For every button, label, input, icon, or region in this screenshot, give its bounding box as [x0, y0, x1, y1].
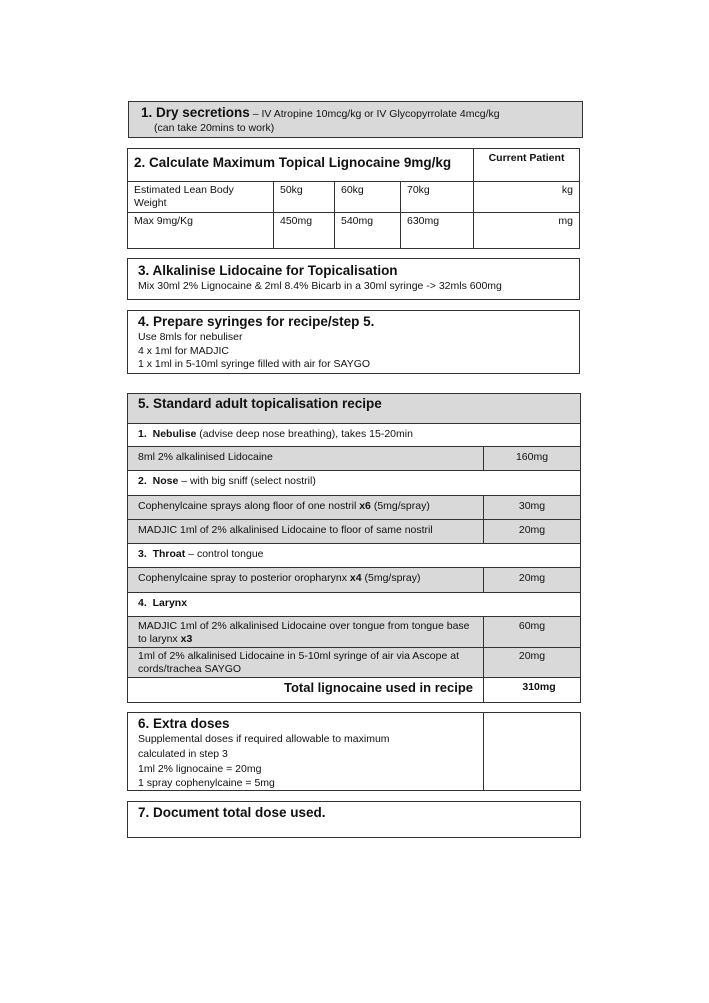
- step1-box: [128, 101, 583, 138]
- row-label: Max 9mg/Kg: [128, 213, 274, 249]
- step1-text: – IV Atropine 10mcg/kg or IV Glycopyrrolate 4mcg/kg: [249, 108, 500, 120]
- step3-title: 3. Alkalinise Lidocaine for Topicalisation: [138, 263, 398, 278]
- step4-box: [127, 310, 580, 374]
- table-row: [128, 496, 581, 520]
- recipe-item: MADJIC 1ml of 2% alkalinised Lidocaine over tongue from tongue base to larynx x3: [128, 617, 484, 648]
- table-row: [128, 520, 581, 544]
- weight-60: 60kg: [335, 182, 401, 213]
- step3-text: Mix 30ml 2% Lignocaine & 2ml 8.4% Bicarb in a 30ml syringe -> 32mls 600mg: [138, 280, 502, 292]
- step6-title: 6. Extra doses: [138, 716, 230, 731]
- step6-table: [127, 712, 581, 791]
- extra-doses-entry-field[interactable]: [484, 713, 581, 791]
- table-row: [128, 648, 581, 678]
- total-dose-entry-field[interactable]: [138, 821, 580, 835]
- total-value: 310mg: [484, 678, 581, 703]
- recipe-item: Cophenylcaine sprays along floor of one nostril x6 (5mg/spray): [128, 496, 484, 520]
- table-row: [128, 568, 581, 593]
- total-label: Total lignocaine used in recipe: [128, 678, 484, 703]
- table-row: [128, 213, 580, 249]
- subsection-nose: 2. Nose – with big sniff (select nostril): [128, 471, 581, 496]
- step6-line: 1 spray cophenylcaine = 5mg: [138, 777, 275, 789]
- step3-box: [127, 258, 580, 300]
- table-row: [128, 447, 581, 471]
- recipe-item: MADJIC 1ml of 2% alkalinised Lidocaine to floor of same nostril: [128, 520, 484, 544]
- current-patient-weight-field[interactable]: kg: [474, 182, 580, 213]
- step4-line: Use 8mls for nebuliser: [138, 331, 243, 343]
- recipe-item: Cophenylcaine spray to posterior oropharynx x4 (5mg/spray): [128, 568, 484, 593]
- current-patient-max-field[interactable]: mg: [474, 213, 580, 249]
- subsection-throat: 3. Throat – control tongue: [128, 544, 581, 568]
- step2-title: 2. Calculate Maximum Topical Lignocaine 9mg/kg: [134, 154, 452, 170]
- weight-50: 50kg: [274, 182, 335, 213]
- recipe-dose: 30mg: [484, 496, 581, 520]
- recipe-dose: 20mg: [484, 520, 581, 544]
- step4-line: 4 x 1ml for MADJIC: [138, 345, 230, 357]
- max-450: 450mg: [274, 213, 335, 249]
- recipe-dose: 60mg: [484, 617, 581, 648]
- table-row: [128, 182, 580, 213]
- recipe-item: 8ml 2% alkalinised Lidocaine: [128, 447, 484, 471]
- recipe-dose: 20mg: [484, 568, 581, 593]
- current-patient-header: Current Patient: [474, 149, 580, 182]
- step2-table: [127, 148, 580, 247]
- recipe-dose: 20mg: [484, 648, 581, 678]
- step1-note: (can take 20mins to work): [154, 122, 275, 134]
- step7-box[interactable]: [127, 801, 581, 838]
- max-630: 630mg: [401, 213, 474, 249]
- max-540: 540mg: [335, 213, 401, 249]
- recipe-item: 1ml of 2% alkalinised Lidocaine in 5-10ml syringe of air via Ascope at cords/trachea SAYGO: [128, 648, 484, 678]
- table-row: [128, 617, 581, 648]
- weight-70: 70kg: [401, 182, 474, 213]
- subsection-nebulise: 1. Nebulise (advise deep nose breathing), takes 15-20min: [128, 424, 581, 447]
- step6-line: Supplemental doses if required allowable to maximum calculated in step 3: [138, 733, 390, 760]
- step1-title: 1. Dry secretions: [141, 105, 250, 120]
- step4-title: 4. Prepare syringes for recipe/step 5.: [138, 314, 375, 329]
- subsection-larynx: 4. Larynx: [128, 593, 581, 617]
- step6-line: 1ml 2% lignocaine = 20mg: [138, 763, 262, 775]
- step4-line: 1 x 1ml in 5-10ml syringe filled with air for SAYGO: [138, 358, 371, 370]
- recipe-dose: 160mg: [484, 447, 581, 471]
- step7-title: 7. Document total dose used.: [138, 805, 326, 820]
- row-label: Estimated Lean Body Weight: [128, 182, 274, 213]
- step5-title: 5. Standard adult topicalisation recipe: [138, 396, 382, 411]
- step5-table: [127, 393, 581, 703]
